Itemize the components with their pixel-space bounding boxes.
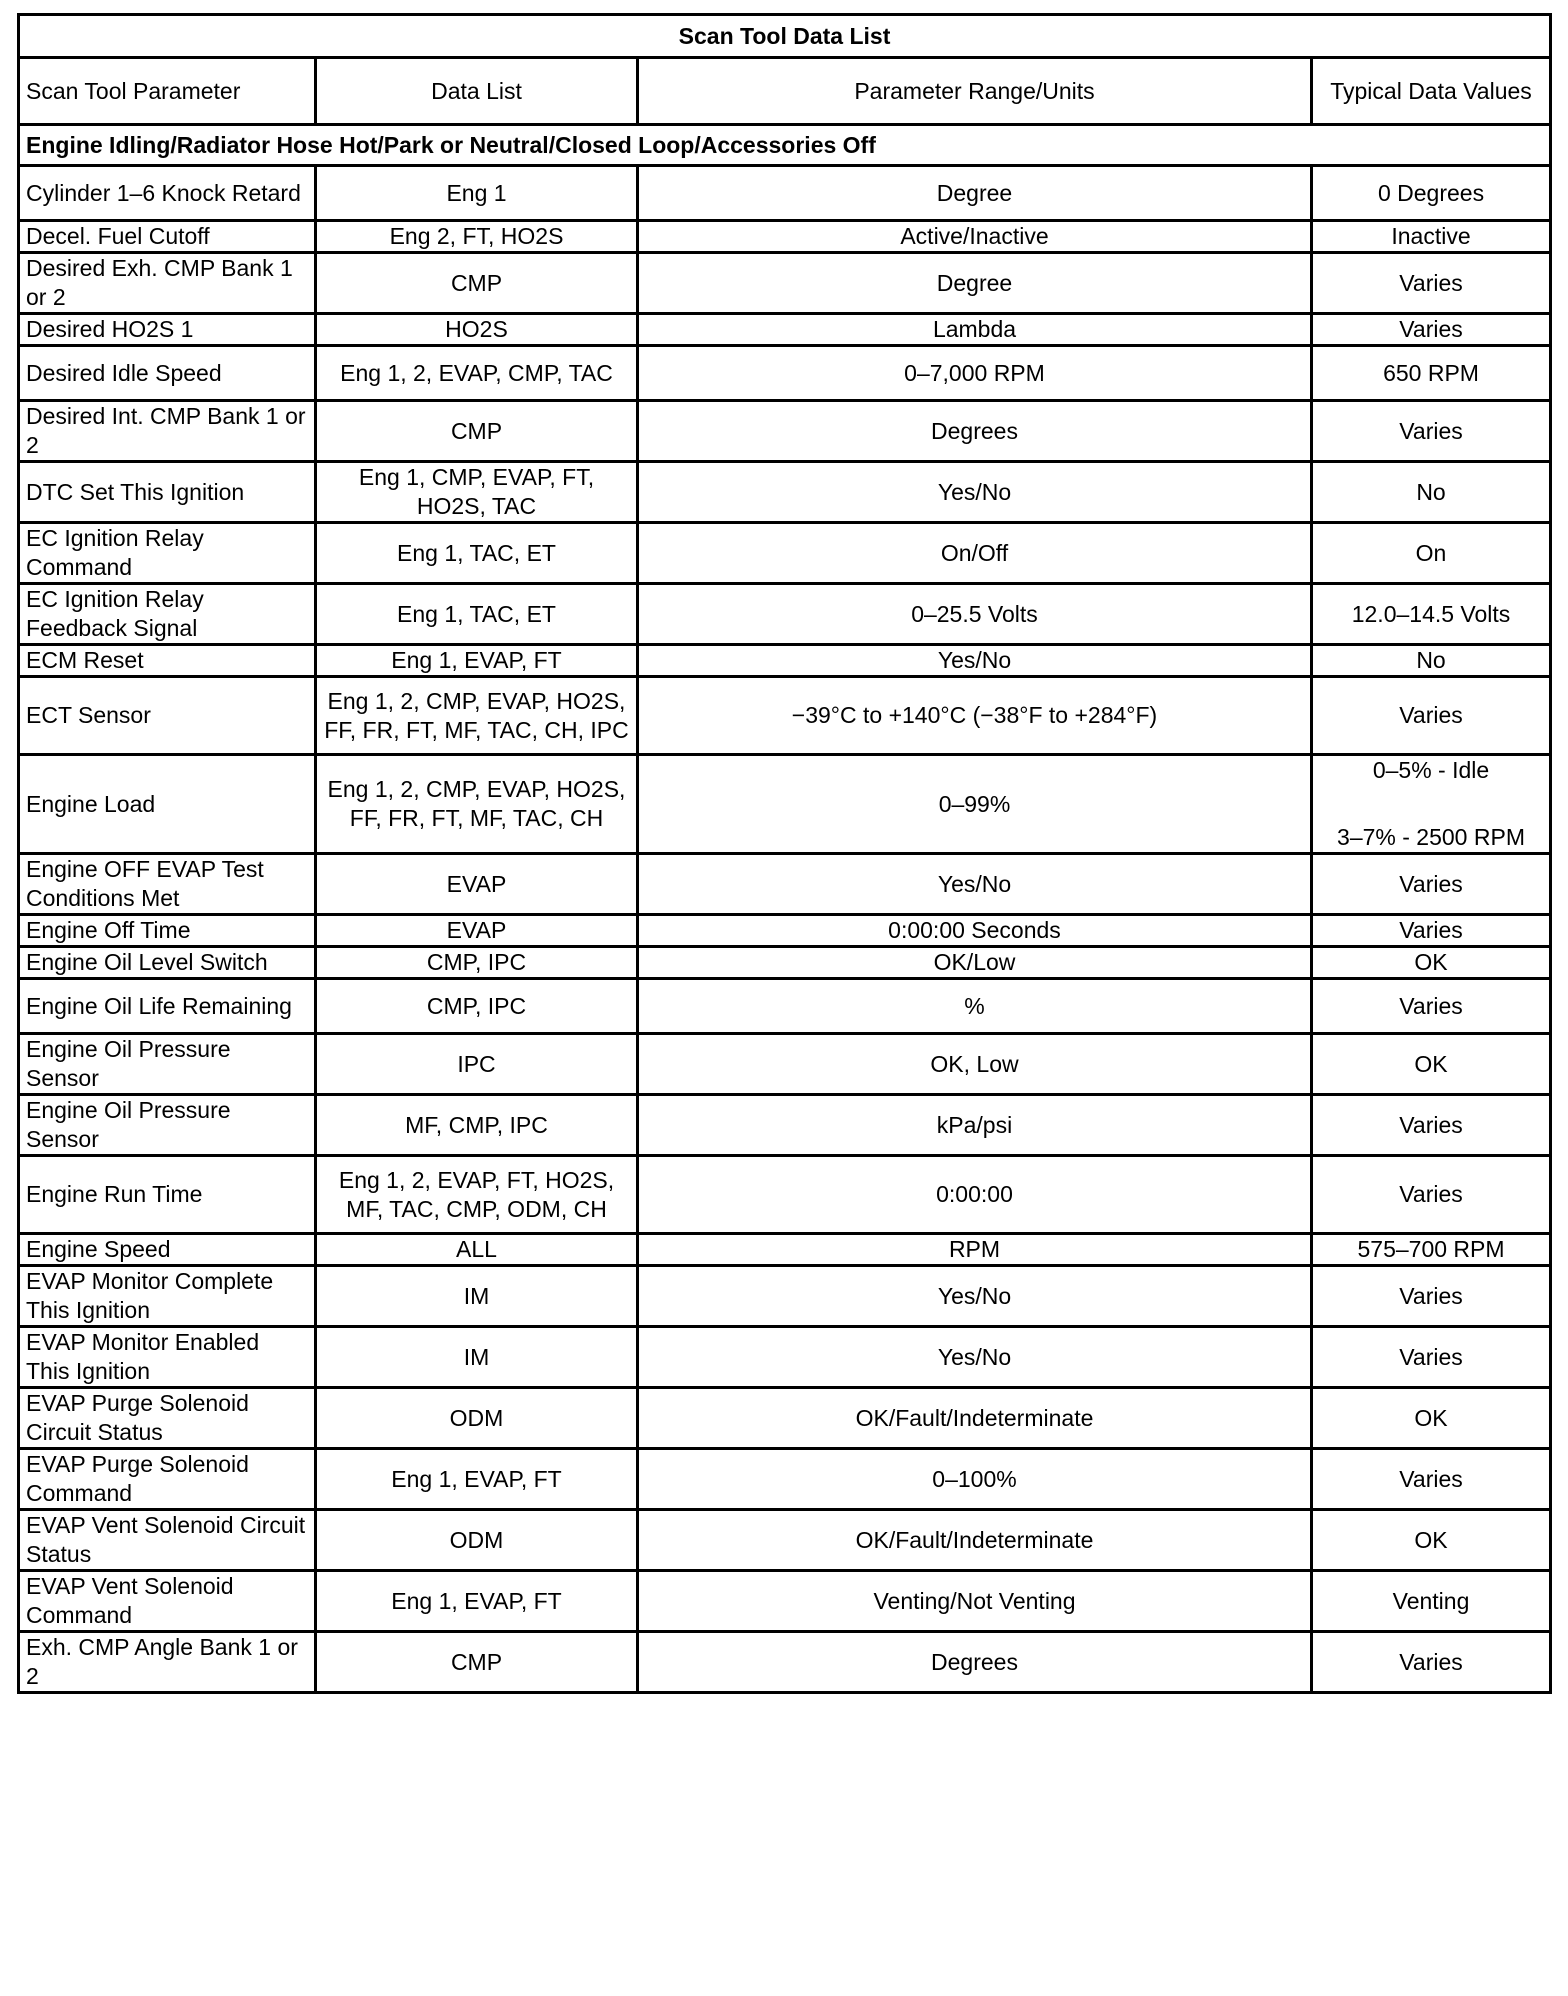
- typical-value: OK: [1414, 1404, 1448, 1431]
- typical-value: 0 Degrees: [1377, 179, 1485, 206]
- parameter-cell: Desired Exh. CMP Bank 1 or 2: [19, 253, 316, 314]
- range-cell: OK, Low: [638, 1034, 1312, 1095]
- table-row: [19, 1327, 1551, 1388]
- data-list-cell: ODM: [316, 1510, 638, 1571]
- range-cell: OK/Fault/Indeterminate: [638, 1510, 1312, 1571]
- typical-value-cell: [1312, 584, 1551, 645]
- parameter-cell: EVAP Purge Solenoid Command: [19, 1449, 316, 1510]
- typical-value-cell: [1312, 314, 1551, 346]
- typical-value: Varies: [1399, 1465, 1463, 1492]
- table-row: [19, 947, 1551, 979]
- header-parameter-range-units: Parameter Range/Units: [638, 58, 1312, 125]
- range-cell: −39°C to +140°C (−38°F to +284°F): [638, 677, 1312, 755]
- range-cell: Yes/No: [638, 854, 1312, 915]
- typical-value-cell: [1312, 1449, 1551, 1510]
- table-row: [19, 755, 1551, 854]
- parameter-cell: Engine Oil Pressure Sensor: [19, 1034, 316, 1095]
- typical-value: 575–700 RPM: [1357, 1236, 1505, 1262]
- table-row: [19, 1632, 1551, 1693]
- range-cell: Lambda: [638, 314, 1312, 346]
- table-row: [19, 1388, 1551, 1449]
- table-row: [19, 1449, 1551, 1510]
- typical-value-cell: [1312, 915, 1551, 947]
- table-row: [19, 462, 1551, 523]
- header-data-list: Data List: [316, 58, 638, 125]
- table-row: [19, 1234, 1551, 1266]
- typical-value: Varies: [1399, 316, 1463, 342]
- typical-value: Inactive: [1391, 223, 1471, 249]
- parameter-cell: Desired HO2S 1: [19, 314, 316, 346]
- parameter-cell: EVAP Monitor Complete This Ignition: [19, 1266, 316, 1327]
- range-cell: On/Off: [638, 523, 1312, 584]
- parameter-cell: EVAP Purge Solenoid Circuit Status: [19, 1388, 316, 1449]
- parameter-cell: Engine Speed: [19, 1234, 316, 1266]
- typical-value-cell: [1312, 1388, 1551, 1449]
- parameter-cell: ECT Sensor: [19, 677, 316, 755]
- table-body: [19, 125, 1551, 1693]
- parameter-cell: EC Ignition Relay Feedback Signal: [19, 584, 316, 645]
- data-list-cell: CMP: [316, 401, 638, 462]
- data-list-cell: EVAP: [316, 854, 638, 915]
- parameter-cell: EVAP Monitor Enabled This Ignition: [19, 1327, 316, 1388]
- data-list-cell: Eng 1, EVAP, FT: [316, 1449, 638, 1510]
- range-cell: 0:00:00: [638, 1156, 1312, 1234]
- table-row: [19, 1571, 1551, 1632]
- data-list-cell: HO2S: [316, 314, 638, 346]
- typical-value-cell: [1312, 1156, 1551, 1234]
- table-row: [19, 253, 1551, 314]
- parameter-cell: Engine Oil Life Remaining: [19, 979, 316, 1034]
- table-row: [19, 645, 1551, 677]
- table-row: [19, 166, 1551, 221]
- range-cell: RPM: [638, 1234, 1312, 1266]
- table-row: [19, 401, 1551, 462]
- parameter-cell: Decel. Fuel Cutoff: [19, 221, 316, 253]
- range-cell: %: [638, 979, 1312, 1034]
- table-row: [19, 221, 1551, 253]
- typical-value-cell: [1312, 677, 1551, 755]
- typical-value-cell: [1312, 221, 1551, 253]
- table-title: Scan Tool Data List: [19, 15, 1551, 58]
- range-cell: OK/Low: [638, 947, 1312, 979]
- data-list-cell: Eng 1, 2, CMP, EVAP, HO2S, FF, FR, FT, MF, TAC, CH, IPC: [316, 677, 638, 755]
- table-row: [19, 979, 1551, 1034]
- typical-value: OK: [1414, 949, 1448, 975]
- parameter-cell: Desired Int. CMP Bank 1 or 2: [19, 401, 316, 462]
- table-row: [19, 584, 1551, 645]
- typical-value: Varies: [1399, 1282, 1463, 1309]
- data-list-cell: Eng 1, EVAP, FT: [316, 1571, 638, 1632]
- typical-value-cell: [1312, 462, 1551, 523]
- typical-value: 12.0–14.5 Volts: [1351, 600, 1511, 627]
- parameter-cell: Engine Off Time: [19, 915, 316, 947]
- typical-value-cell: [1312, 854, 1551, 915]
- data-list-cell: IM: [316, 1327, 638, 1388]
- data-list-cell: ALL: [316, 1234, 638, 1266]
- range-cell: Yes/No: [638, 462, 1312, 523]
- typical-value-cell: [1312, 755, 1551, 854]
- typical-value: Varies: [1399, 702, 1463, 728]
- data-list-cell: Eng 1, TAC, ET: [316, 523, 638, 584]
- range-cell: kPa/psi: [638, 1095, 1312, 1156]
- typical-value: Varies: [1399, 1111, 1463, 1138]
- parameter-cell: Engine Run Time: [19, 1156, 316, 1234]
- data-list-cell: Eng 1, EVAP, FT: [316, 645, 638, 677]
- data-list-cell: Eng 1, 2, CMP, EVAP, HO2S, FF, FR, FT, MF, TAC, CH: [316, 755, 638, 854]
- table-row: [19, 1266, 1551, 1327]
- typical-value-cell: [1312, 523, 1551, 584]
- data-list-cell: IPC: [316, 1034, 638, 1095]
- data-list-cell: Eng 1: [316, 166, 638, 221]
- data-list-cell: Eng 1, 2, EVAP, FT, HO2S, MF, TAC, CMP, ODM, CH: [316, 1156, 638, 1234]
- typical-value-cell: [1312, 346, 1551, 401]
- parameter-cell: EVAP Vent Solenoid Command: [19, 1571, 316, 1632]
- table-row: [19, 1034, 1551, 1095]
- data-list-cell: Eng 1, TAC, ET: [316, 584, 638, 645]
- typical-value: 0–5% - Idle: [1372, 757, 1490, 783]
- data-list-cell: IM: [316, 1266, 638, 1327]
- table-row: [19, 1510, 1551, 1571]
- table-row: [19, 314, 1551, 346]
- scan-tool-sheet: [17, 13, 1552, 1694]
- range-cell: 0–100%: [638, 1449, 1312, 1510]
- table-row: [19, 854, 1551, 915]
- range-cell: Active/Inactive: [638, 221, 1312, 253]
- table-row: [19, 677, 1551, 755]
- data-list-cell: Eng 2, FT, HO2S: [316, 221, 638, 253]
- table-row: [19, 915, 1551, 947]
- range-cell: 0–7,000 RPM: [638, 346, 1312, 401]
- parameter-cell: Desired Idle Speed: [19, 346, 316, 401]
- typical-value: No: [1416, 478, 1446, 505]
- typical-value-cell: [1312, 1327, 1551, 1388]
- typical-value: Varies: [1399, 269, 1463, 296]
- typical-value: Varies: [1399, 1648, 1463, 1675]
- typical-value: No: [1416, 647, 1446, 673]
- typical-value-cell: [1312, 979, 1551, 1034]
- parameter-cell: Engine Oil Pressure Sensor: [19, 1095, 316, 1156]
- typical-value: 650 RPM: [1383, 359, 1479, 386]
- parameter-cell: Engine OFF EVAP Test Conditions Met: [19, 854, 316, 915]
- condition-row: Engine Idling/Radiator Hose Hot/Park or Neutral/Closed Loop/Accessories Off: [19, 125, 1551, 166]
- typical-value-cell: [1312, 1571, 1551, 1632]
- typical-value: Varies: [1399, 917, 1463, 943]
- typical-value: OK: [1414, 1050, 1448, 1077]
- range-cell: 0–99%: [638, 755, 1312, 854]
- typical-value: 3–7% - 2500 RPM: [1337, 824, 1525, 850]
- header-scan-tool-parameter: Scan Tool Parameter: [19, 58, 316, 125]
- typical-value-cell: [1312, 1234, 1551, 1266]
- typical-value-cell: [1312, 1632, 1551, 1693]
- data-list-cell: CMP, IPC: [316, 947, 638, 979]
- parameter-cell: DTC Set This Ignition: [19, 462, 316, 523]
- typical-value-cell: [1312, 1510, 1551, 1571]
- data-list-cell: MF, CMP, IPC: [316, 1095, 638, 1156]
- parameter-cell: ECM Reset: [19, 645, 316, 677]
- typical-value: Varies: [1399, 1181, 1463, 1207]
- typical-value: OK: [1414, 1526, 1448, 1553]
- parameter-cell: Engine Load: [19, 755, 316, 854]
- data-list-cell: Eng 1, 2, EVAP, CMP, TAC: [316, 346, 638, 401]
- range-cell: Degrees: [638, 401, 1312, 462]
- table-row: [19, 346, 1551, 401]
- table-row: [19, 523, 1551, 584]
- typical-value-cell: [1312, 1266, 1551, 1327]
- header-typical-data-values: Typical Data Values: [1312, 58, 1551, 125]
- typical-value-cell: [1312, 645, 1551, 677]
- scan-tool-data-table: [17, 13, 1552, 1694]
- parameter-cell: Exh. CMP Angle Bank 1 or 2: [19, 1632, 316, 1693]
- typical-value: Varies: [1399, 992, 1463, 1019]
- typical-value: Varies: [1399, 870, 1463, 897]
- typical-value-cell: [1312, 401, 1551, 462]
- typical-value-cell: [1312, 1034, 1551, 1095]
- table-row: [19, 1095, 1551, 1156]
- range-cell: OK/Fault/Indeterminate: [638, 1388, 1312, 1449]
- range-cell: Degree: [638, 166, 1312, 221]
- typical-value: On: [1415, 539, 1447, 566]
- range-cell: Degrees: [638, 1632, 1312, 1693]
- table-row: [19, 1156, 1551, 1234]
- data-list-cell: CMP: [316, 253, 638, 314]
- range-cell: Degree: [638, 253, 1312, 314]
- typical-value: Varies: [1399, 417, 1463, 444]
- data-list-cell: CMP: [316, 1632, 638, 1693]
- data-list-cell: ODM: [316, 1388, 638, 1449]
- parameter-cell: EC Ignition Relay Command: [19, 523, 316, 584]
- typical-value: Varies: [1399, 1343, 1463, 1370]
- typical-value: Venting: [1392, 1587, 1470, 1614]
- data-list-cell: Eng 1, CMP, EVAP, FT, HO2S, TAC: [316, 462, 638, 523]
- range-cell: 0–25.5 Volts: [638, 584, 1312, 645]
- typical-value-cell: [1312, 253, 1551, 314]
- parameter-cell: Cylinder 1–6 Knock Retard: [19, 166, 316, 221]
- typical-value-cell: [1312, 947, 1551, 979]
- data-list-cell: EVAP: [316, 915, 638, 947]
- data-list-cell: CMP, IPC: [316, 979, 638, 1034]
- typical-value-cell: [1312, 1095, 1551, 1156]
- range-cell: 0:00:00 Seconds: [638, 915, 1312, 947]
- parameter-cell: EVAP Vent Solenoid Circuit Status: [19, 1510, 316, 1571]
- range-cell: Venting/Not Venting: [638, 1571, 1312, 1632]
- parameter-cell: Engine Oil Level Switch: [19, 947, 316, 979]
- range-cell: Yes/No: [638, 645, 1312, 677]
- range-cell: Yes/No: [638, 1266, 1312, 1327]
- range-cell: Yes/No: [638, 1327, 1312, 1388]
- typical-value-cell: [1312, 166, 1551, 221]
